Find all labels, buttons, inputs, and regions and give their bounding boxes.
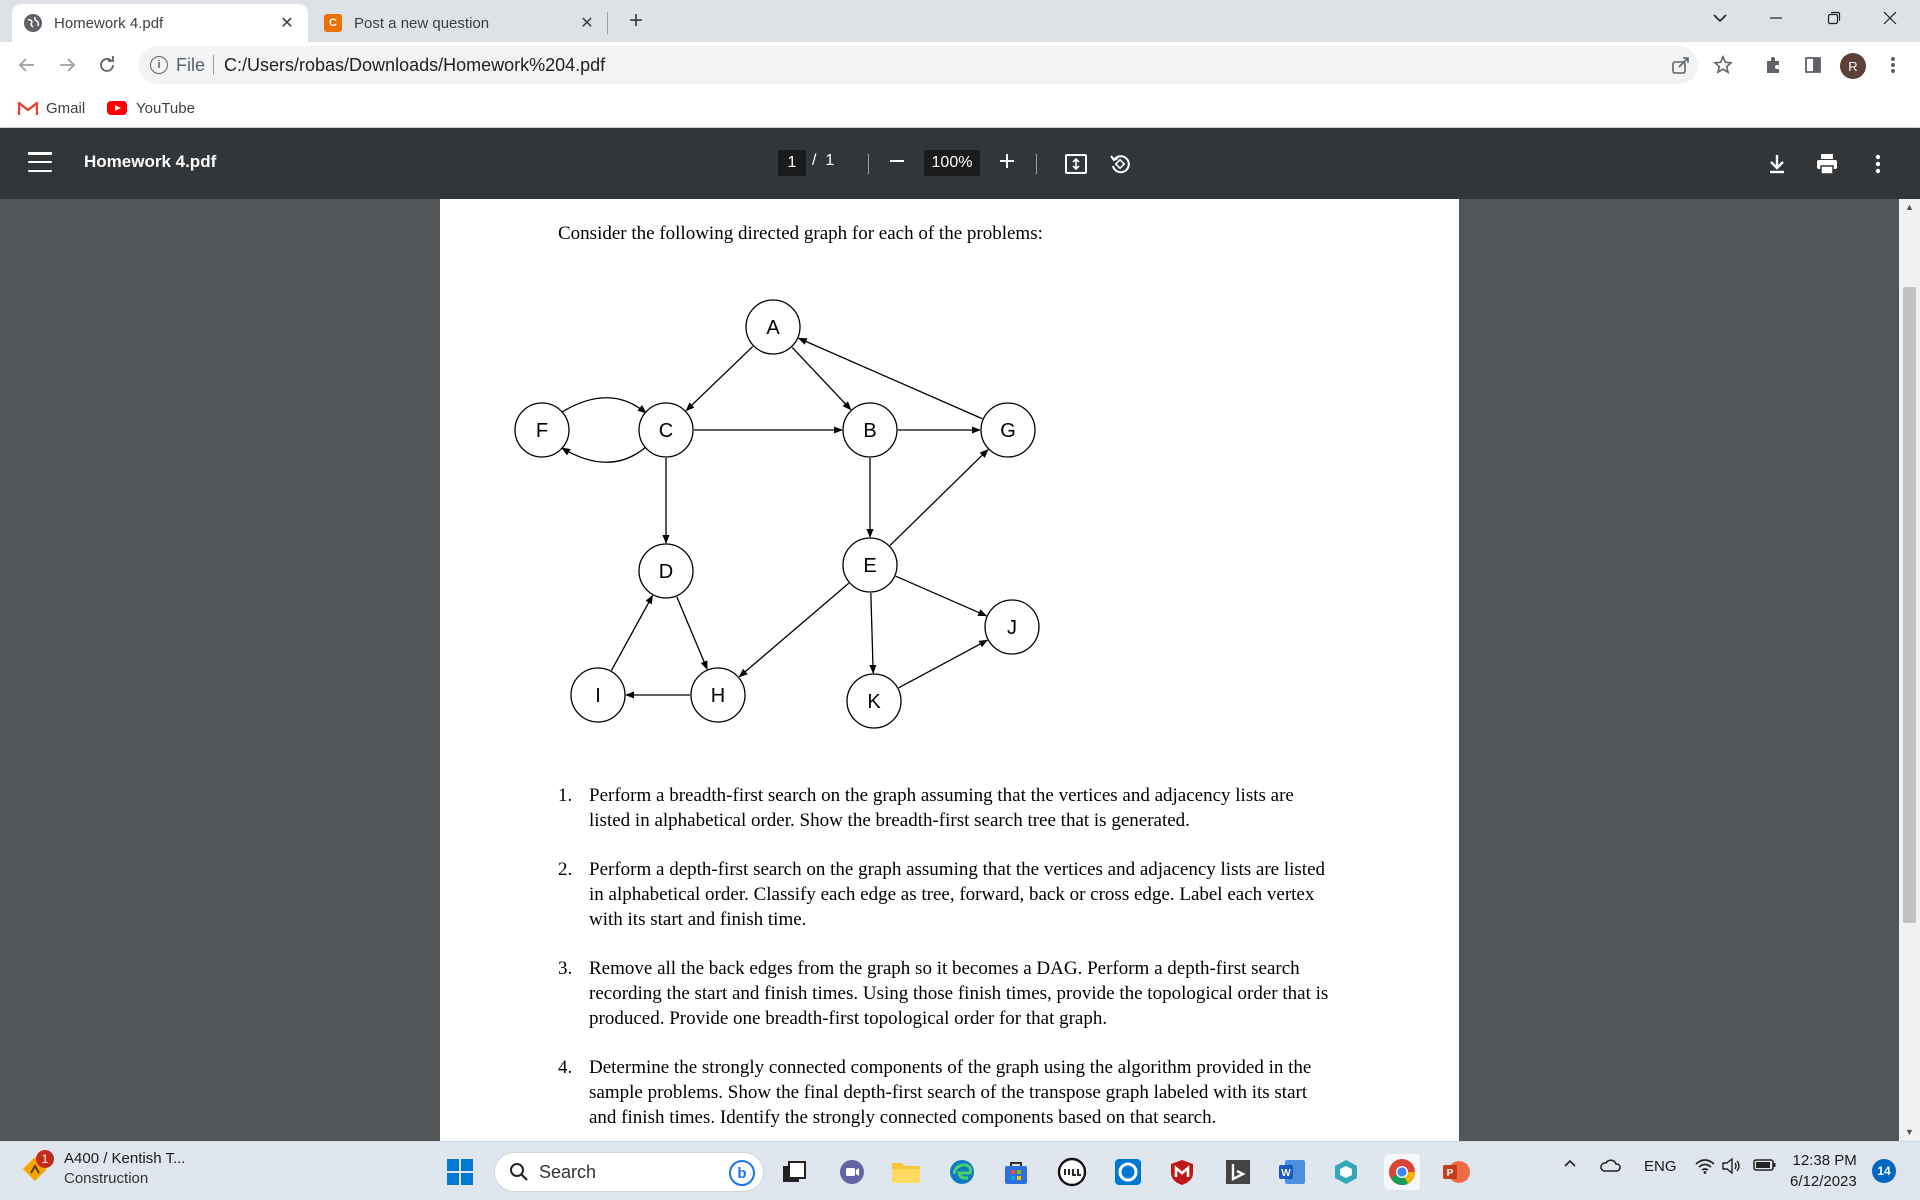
close-window-button[interactable] xyxy=(1862,0,1918,36)
microsoft-store-icon[interactable] xyxy=(998,1154,1034,1190)
problem-number: 2. xyxy=(558,859,573,880)
problem-text: Determine the strongly connected components of the graph using the algorithm provided in the sample problems. Show the final depth-first search of the transpose graph labeled with its start and finish times. Identify the strongly connected components based on that search. xyxy=(589,1057,1312,1128)
clock-date: 6/12/2023 xyxy=(1790,1173,1857,1190)
node-f xyxy=(515,403,569,457)
graph-nodes xyxy=(515,300,1039,728)
intro-text: Consider the following directed graph for each of the problems: xyxy=(558,223,1043,244)
zoom-out-button[interactable] xyxy=(884,150,910,176)
pdf-page xyxy=(440,199,1459,1141)
rotate-icon[interactable] xyxy=(1106,150,1134,178)
task-view-icon[interactable] xyxy=(776,1154,812,1190)
pdf-viewer[interactable] xyxy=(0,199,1920,1141)
bookmark-gmail[interactable] xyxy=(18,96,85,120)
node-label: F xyxy=(535,420,549,442)
problem-text: Perform a breadth-first search on the graph assuming that the vertices and adjacency lists are listed in alphabetical order. Show the breadth-first search tree that is generated. xyxy=(589,785,1294,831)
reload-icon xyxy=(98,56,116,74)
fit-to-page-icon[interactable] xyxy=(1062,150,1090,178)
edge-e-j xyxy=(896,576,987,616)
edge-e-k xyxy=(871,593,873,673)
node-label: D xyxy=(658,561,674,583)
bing-icon: b xyxy=(729,1160,755,1186)
tab-title: Post a new question xyxy=(354,14,490,32)
total-pages: 1 xyxy=(825,152,835,169)
viewer-scrollbar[interactable] xyxy=(1899,199,1920,1141)
node-label: E xyxy=(863,555,877,577)
search-placeholder: Search xyxy=(539,1161,597,1182)
toolbar-divider xyxy=(868,154,869,174)
restore-button[interactable] xyxy=(1806,0,1862,36)
edge-a-c xyxy=(686,346,753,410)
node-label: I xyxy=(595,685,601,707)
bing-app-icon[interactable] xyxy=(1220,1154,1256,1190)
edge-c-f xyxy=(562,447,646,462)
edge-g-a xyxy=(799,338,983,419)
battery-icon[interactable] xyxy=(1752,1158,1778,1172)
start-button[interactable] xyxy=(442,1154,478,1190)
problem-item xyxy=(558,783,1338,833)
windows-taskbar xyxy=(0,1141,1920,1200)
url-text[interactable]: C:/Users/robas/Downloads/Homework%204.pdf xyxy=(224,54,606,75)
node-label: K xyxy=(867,691,881,713)
teams-chat-icon[interactable] xyxy=(834,1154,870,1190)
star-icon[interactable] xyxy=(1708,50,1738,80)
dell-icon[interactable] xyxy=(1054,1154,1090,1190)
problem-number: 3. xyxy=(558,958,573,979)
tab-title: Homework 4.pdf xyxy=(54,14,164,32)
mcafee-icon[interactable] xyxy=(1164,1154,1200,1190)
tab-search-chevron-icon[interactable] xyxy=(1692,0,1748,36)
youtube-icon xyxy=(106,100,128,116)
problem-number: 1. xyxy=(558,785,573,806)
bookmark-youtube[interactable] xyxy=(106,96,195,120)
print-icon[interactable] xyxy=(1813,150,1841,178)
tab-divider xyxy=(607,12,608,34)
node-label: A xyxy=(766,317,780,339)
browser-toolbar xyxy=(0,42,1920,88)
word-icon[interactable] xyxy=(1274,1154,1310,1190)
node-i xyxy=(571,668,625,722)
scroll-up-arrow-icon[interactable]: ▲ xyxy=(1905,202,1914,212)
office-hub-icon[interactable] xyxy=(1328,1154,1364,1190)
arrow-right-icon xyxy=(58,56,76,74)
clock-time: 12:38 PM xyxy=(1792,1152,1857,1169)
node-d xyxy=(639,544,693,598)
weather-widget[interactable] xyxy=(20,1150,185,1187)
extensions-icon[interactable] xyxy=(1758,50,1788,80)
windows-logo-icon xyxy=(446,1158,474,1186)
edge-f-c xyxy=(562,398,646,413)
node-b xyxy=(843,403,897,457)
search-icon xyxy=(509,1162,529,1182)
svg-text:W: W xyxy=(1281,1168,1291,1179)
weather-subtitle: Construction xyxy=(64,1170,149,1187)
edge-browser-icon[interactable] xyxy=(944,1154,980,1190)
minimize-button[interactable] xyxy=(1748,0,1804,36)
info-icon[interactable]: i xyxy=(150,56,168,74)
zoom-level-input[interactable]: 100% xyxy=(924,150,980,176)
more-options-icon[interactable] xyxy=(1864,150,1892,178)
scrollbar-thumb[interactable] xyxy=(1903,287,1916,923)
node-e xyxy=(843,538,897,592)
node-label: G xyxy=(1000,420,1016,442)
scroll-down-arrow-icon[interactable]: ▼ xyxy=(1905,1127,1914,1137)
graph-edges xyxy=(562,338,988,695)
weather-title: A400 / Kentish T... xyxy=(64,1150,186,1167)
minus-icon xyxy=(889,153,905,169)
problem-item xyxy=(558,1055,1338,1130)
traffic-warning-icon xyxy=(20,1151,50,1184)
url-scheme: File xyxy=(176,54,206,75)
problem-text: Remove all the back edges from the graph so it becomes a DAG. Perform a depth-first search recording the start and finish times. Using those finish times, provide the topological order that is produced. Provide one breadth-first topological order for that graph. xyxy=(589,958,1329,1029)
node-g xyxy=(981,403,1035,457)
forward-button[interactable] xyxy=(52,50,82,80)
close-icon[interactable]: ✕ xyxy=(280,15,294,32)
tab-strip xyxy=(0,0,1920,42)
system-clock[interactable] xyxy=(1790,1150,1857,1192)
globe-icon xyxy=(24,14,42,32)
side-panel-icon[interactable] xyxy=(1798,50,1828,80)
back-button[interactable] xyxy=(12,50,42,80)
share-icon[interactable] xyxy=(1666,50,1696,80)
file-explorer-icon[interactable] xyxy=(888,1154,924,1190)
node-label: H xyxy=(710,685,726,707)
edge-i-d xyxy=(611,596,652,671)
wifi-icon[interactable] xyxy=(1694,1158,1716,1174)
zoom-in-button[interactable] xyxy=(994,150,1020,176)
arrow-left-icon xyxy=(18,56,36,74)
node-label: J xyxy=(1007,617,1017,639)
edge-e-g xyxy=(890,450,988,546)
node-label: C xyxy=(658,420,674,442)
edge-k-j xyxy=(899,640,988,688)
svg-text:P: P xyxy=(1446,1168,1454,1179)
volume-icon[interactable] xyxy=(1720,1158,1742,1174)
node-k xyxy=(847,674,901,728)
reload-button[interactable] xyxy=(92,50,122,80)
taskbar-search[interactable] xyxy=(494,1152,764,1192)
new-tab-button[interactable]: + xyxy=(628,7,643,34)
page-count xyxy=(812,152,834,170)
edge-e-h xyxy=(739,583,848,677)
problem-list xyxy=(558,783,1338,1141)
onedrive-cloud-icon[interactable] xyxy=(1598,1158,1622,1172)
url-divider xyxy=(213,55,214,75)
problem-number: 4. xyxy=(558,1057,573,1078)
tab-homework-pdf[interactable] xyxy=(12,4,308,42)
download-icon[interactable] xyxy=(1763,150,1791,178)
node-c xyxy=(639,403,693,457)
problem-text: Perform a depth-first search on the graph assuming that the vertices and adjacency lists are listed in alphabetical order. Classify each edge as tree, forward, back or cross edge. Label each vertex with its start and finish time. xyxy=(589,859,1325,930)
gmail-icon xyxy=(18,101,38,116)
page-separator: / xyxy=(812,152,817,169)
powerpoint-icon[interactable] xyxy=(1438,1154,1474,1190)
address-bar[interactable] xyxy=(138,46,1698,84)
pdf-title: Homework 4.pdf xyxy=(84,152,217,171)
close-icon[interactable]: ✕ xyxy=(580,15,594,32)
bookmarks-bar xyxy=(0,88,1920,128)
tray-overflow-chevron-icon[interactable] xyxy=(1562,1158,1578,1168)
profile-avatar[interactable]: R xyxy=(1840,53,1866,79)
kebab-menu-icon[interactable] xyxy=(1878,50,1908,80)
notification-badge[interactable]: 14 xyxy=(1872,1159,1896,1183)
cortana-app-icon[interactable] xyxy=(1110,1154,1146,1190)
toolbar-divider xyxy=(1036,154,1037,174)
node-h xyxy=(691,668,745,722)
directed-graph xyxy=(440,199,1459,759)
chrome-icon[interactable] xyxy=(1384,1154,1420,1190)
problem-item xyxy=(558,857,1338,932)
node-a xyxy=(746,300,800,354)
bookmark-label: Gmail xyxy=(46,99,86,117)
chegg-icon: C xyxy=(324,14,342,32)
page-number-input[interactable]: 1 xyxy=(778,150,806,176)
node-j xyxy=(985,600,1039,654)
problem-item xyxy=(558,956,1338,1031)
bookmark-label: YouTube xyxy=(136,99,195,117)
tab-post-question[interactable] xyxy=(312,4,608,42)
pdf-toolbar xyxy=(0,128,1920,199)
node-label: B xyxy=(863,420,877,442)
language-indicator[interactable]: ENG xyxy=(1644,1158,1677,1175)
plus-icon xyxy=(999,153,1015,169)
edge-d-h xyxy=(677,597,707,669)
hamburger-menu-icon[interactable] xyxy=(28,152,52,172)
weather-badge: 1 xyxy=(36,1150,54,1168)
